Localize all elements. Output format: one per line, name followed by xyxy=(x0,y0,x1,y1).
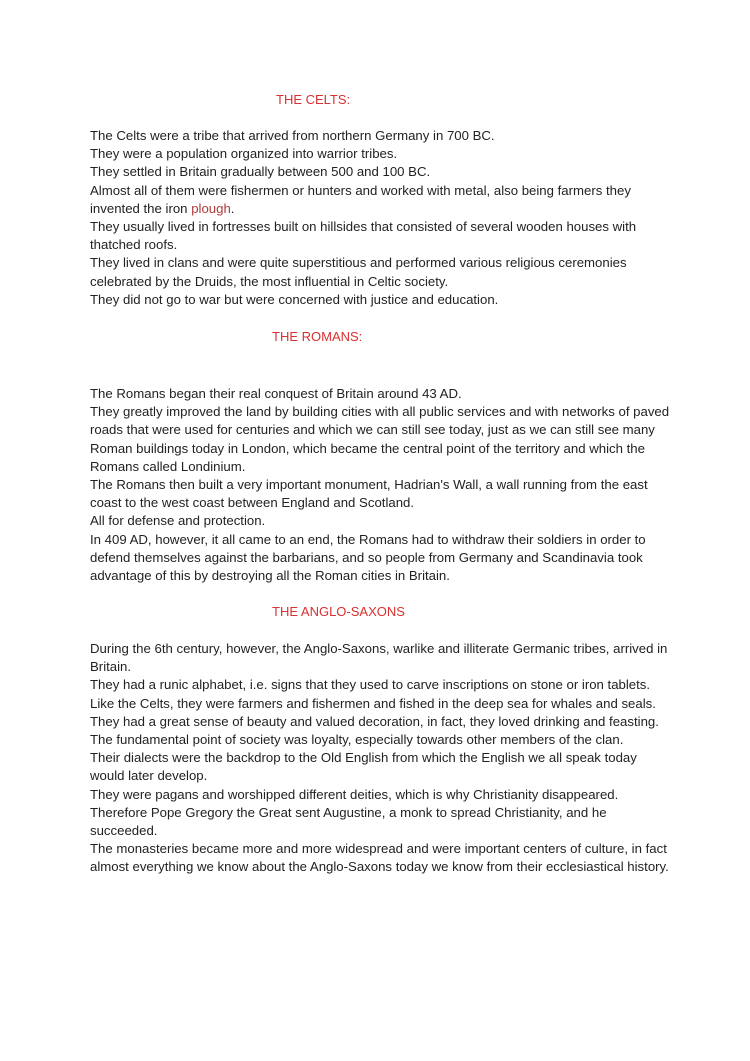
paragraph: They did not go to war but were concerned with justice and education. xyxy=(90,291,499,307)
paragraph: The Romans then built a very important monument, Hadrian's Wall, a wall running from the east coast to the west coast between England and Scotland. xyxy=(90,477,648,511)
paragraph: Their dialects were the backdrop to the Old English from which the English we all speak today would later develop. xyxy=(90,750,637,784)
paragraph: They had a great sense of beauty and valued decoration, in fact, they loved drinking and feasting. xyxy=(90,713,659,729)
paragraph: Therefore Pope Gregory the Great sent Augustine, a monk to spread Christianity, and he succeeded. xyxy=(90,804,607,839)
paragraph: The fundamental point of society was loyalty, especially towards other members of the clan. xyxy=(90,732,624,748)
paragraph: All for defense and protection. xyxy=(90,513,266,529)
paragraph-text: Almost all of them were fishermen or hunters and worked with metal, also being farmers they invented the iron xyxy=(90,182,631,216)
heading-celts: THE CELTS: xyxy=(276,92,351,107)
plough-link[interactable]: plough xyxy=(191,200,231,216)
heading-romans: THE ROMANS: xyxy=(272,329,363,344)
paragraph: They were a population organized into warrior tribes. xyxy=(90,146,398,162)
paragraph: The Celts were a tribe that arrived from northern Germany in 700 BC. xyxy=(90,128,495,143)
paragraph: They lived in clans and were quite superstitious and performed various religious ceremonies celebrated by the Druids, the most influential in Celtic society. xyxy=(90,255,627,289)
paragraph: The Romans began their real conquest of Britain around 43 AD. xyxy=(90,386,462,401)
paragraph: They usually lived in fortresses built on hillsides that consisted of several wooden houses with thatched roofs. xyxy=(90,219,637,253)
section-romans xyxy=(90,385,670,585)
paragraph-metal xyxy=(90,182,670,218)
paragraph: They settled in Britain gradually between 500 and 100 BC. xyxy=(90,164,431,180)
paragraph: The monasteries became more and more widespread and were important centers of culture, in fact almost everything we know about the Anglo-Saxons today we know from their ecclesiastical history. xyxy=(90,841,669,875)
section-celts xyxy=(90,127,670,309)
paragraph: During the 6th century, however, the Anglo-Saxons, warlike and illiterate Germanic tribes, arrived in Britain. xyxy=(90,641,668,675)
section-anglo-saxons xyxy=(90,640,670,877)
paragraph: Like the Celts, they were farmers and fishermen and fished in the deep sea for whales and seals. xyxy=(90,695,656,711)
paragraph: They had a runic alphabet, i.e. signs that they used to carve inscriptions on stone or iron tablets. xyxy=(90,677,651,693)
paragraph-text: . xyxy=(230,200,235,216)
paragraph: In 409 AD, however, it all came to an end, the Romans had to withdraw their soldiers in order to defend themselves against the barbarians, and so people from Germany and Scandinavia took advantage of this by destroying all the Roman cities in Britain. xyxy=(90,531,646,584)
paragraph: They greatly improved the land by building cities with all public services and with networks of paved roads that were used for centuries and which we can still see today, just as we can still see many Roman buildings today in London, which became the central point of the territory and which the Romans called Londinium. xyxy=(90,404,670,474)
heading-anglo-saxons: THE ANGLO-SAXONS xyxy=(272,604,405,619)
paragraph: They were pagans and worshipped different deities, which is why Christianity disappeared. xyxy=(90,786,619,802)
